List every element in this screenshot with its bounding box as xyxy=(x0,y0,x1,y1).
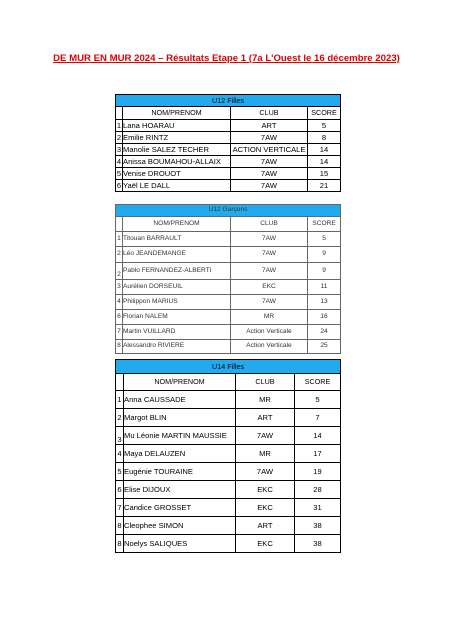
table-row xyxy=(116,295,341,310)
rank-cell: 3 xyxy=(116,280,123,295)
club-cell: EKC xyxy=(231,280,308,295)
name-cell: Elise DIJOUX xyxy=(124,481,236,499)
document-title: DE MUR EN MUR 2024 – Résultats Etape 1 (7a L'Ouest le 16 décembre 2023) xyxy=(53,53,400,64)
rank-cell: 2 xyxy=(116,247,123,263)
rank-cell: 2 xyxy=(116,409,124,427)
name-cell: Martin VUILLARD xyxy=(123,325,231,340)
rank-cell: 7 xyxy=(116,325,123,340)
club-cell: 7AW xyxy=(231,295,308,310)
rank-cell: 6 xyxy=(116,180,122,190)
rank-cell: 4 xyxy=(116,156,122,166)
table-row xyxy=(116,263,341,280)
score-cell: 15 xyxy=(308,168,341,180)
table-row xyxy=(116,120,341,132)
name-cell: Anissa BOUMAHOU-ALLAIX xyxy=(123,156,231,168)
score-cell: 28 xyxy=(295,481,341,499)
name-cell: Mu Léonie MARTIN MAUSSIE xyxy=(124,427,236,445)
name-cell: Maya DELAUZEN xyxy=(124,445,236,463)
rank-cell: 4 xyxy=(116,445,124,463)
club-cell: ART xyxy=(236,409,295,427)
club-cell: EKC xyxy=(236,535,295,553)
score-cell: 14 xyxy=(295,427,341,445)
table-row xyxy=(116,156,341,168)
club-cell: 7AW xyxy=(231,168,308,180)
name-cell: Cleophee SIMON xyxy=(124,517,236,535)
rank-cell: 3 xyxy=(116,144,122,154)
score-cell: 38 xyxy=(295,535,341,553)
rank-cell: 1 xyxy=(116,232,123,247)
table-row xyxy=(116,247,341,263)
score-cell: 5 xyxy=(295,391,341,409)
table-row xyxy=(116,280,341,295)
table-row xyxy=(116,340,341,354)
column-header-name: NOM/PRENOM xyxy=(123,217,231,232)
rank-cell: 1 xyxy=(116,391,124,409)
category-header: U12 Filles xyxy=(116,95,341,107)
column-header-row xyxy=(116,374,341,391)
results-table-u12-garcons xyxy=(115,204,341,354)
table-row xyxy=(116,409,341,427)
results-table-u14-filles xyxy=(115,359,341,553)
name-cell: Aurélien DORSEUIL xyxy=(123,280,231,295)
score-cell: 7 xyxy=(295,409,341,427)
results-table-u12-filles xyxy=(115,94,341,192)
rank-cell: 5 xyxy=(116,168,122,178)
category-header: U14 Filles xyxy=(116,360,341,374)
club-cell: MR xyxy=(236,445,295,463)
column-header-name: NOM/PRENOM xyxy=(124,374,236,391)
name-cell: Alessandro RIVIERE xyxy=(123,340,231,354)
rank-cell: 8 xyxy=(116,340,123,354)
club-cell: 7AW xyxy=(231,180,308,192)
club-cell: ACTION VERTICALE xyxy=(231,144,308,156)
column-header-score: SCORE xyxy=(308,217,341,232)
score-cell: 11 xyxy=(308,280,341,295)
table-row xyxy=(116,427,341,445)
score-cell: 21 xyxy=(308,180,341,192)
score-cell: 24 xyxy=(308,325,341,340)
score-cell: 17 xyxy=(295,445,341,463)
name-cell: Margot BLIN xyxy=(124,409,236,427)
club-cell: ART xyxy=(231,120,308,132)
club-cell: EKC xyxy=(236,481,295,499)
name-cell: Candice GROSSET xyxy=(124,499,236,517)
club-cell: ART xyxy=(236,517,295,535)
column-header-club: CLUB xyxy=(231,107,308,120)
table-row xyxy=(116,499,341,517)
column-header-row xyxy=(116,217,341,232)
score-cell: 31 xyxy=(295,499,341,517)
name-cell: Léo JEANDEMANGE xyxy=(123,247,231,263)
column-header-name: NOM/PRENOM xyxy=(123,107,231,120)
table-row xyxy=(116,325,341,340)
column-header-club: CLUB xyxy=(231,217,308,232)
name-cell: Florian NALEM xyxy=(123,310,231,325)
club-cell: MR xyxy=(236,391,295,409)
score-cell: 38 xyxy=(295,517,341,535)
name-cell: Titouan BARRAULT xyxy=(123,232,231,247)
club-cell: Action Verticale xyxy=(231,325,308,340)
name-cell: Noelys SALIQUES xyxy=(124,535,236,553)
column-header-row xyxy=(116,107,341,120)
score-cell: 9 xyxy=(308,247,341,263)
table-row xyxy=(116,445,341,463)
rank-cell: 4 xyxy=(116,295,123,310)
rank-cell: 2 xyxy=(116,132,122,142)
table-row xyxy=(116,180,341,192)
name-cell: Manolie SALEZ TECHER xyxy=(123,144,231,156)
score-cell: 14 xyxy=(308,144,341,156)
column-header-score: SCORE xyxy=(308,107,341,120)
table-row xyxy=(116,481,341,499)
club-cell: 7AW xyxy=(236,427,295,445)
name-cell: Anna CAUSSADE xyxy=(124,391,236,409)
table-row xyxy=(116,517,341,535)
rank-cell: 8 xyxy=(116,517,124,535)
rank-cell: 2 xyxy=(116,263,123,280)
rank-cell: 6 xyxy=(116,310,123,325)
club-cell: Action Verticale xyxy=(231,340,308,354)
club-cell: 7AW xyxy=(231,263,308,280)
name-cell: Yaël LE DALL xyxy=(123,180,231,192)
name-cell: Lana HOARAU xyxy=(123,120,231,132)
rank-cell: 7 xyxy=(116,499,124,517)
score-cell: 16 xyxy=(308,310,341,325)
score-cell: 25 xyxy=(308,340,341,354)
club-cell: 7AW xyxy=(231,132,308,144)
score-cell: 19 xyxy=(295,463,341,481)
score-cell: 8 xyxy=(308,132,341,144)
table-row xyxy=(116,535,341,553)
column-header-club: CLUB xyxy=(236,374,295,391)
score-cell: 5 xyxy=(308,120,341,132)
table-row xyxy=(116,232,341,247)
rank-cell: 8 xyxy=(116,535,124,553)
category-header: U12 Garçons xyxy=(116,205,341,217)
name-cell: Philippon MARIUS xyxy=(123,295,231,310)
club-cell: EKC xyxy=(236,499,295,517)
rank-cell: 5 xyxy=(116,463,124,481)
rank-cell: 1 xyxy=(116,120,122,130)
table-row xyxy=(116,132,341,144)
table-row xyxy=(116,310,341,325)
name-cell: Venise DROUOT xyxy=(123,168,231,180)
score-cell: 9 xyxy=(308,263,341,280)
club-cell: 7AW xyxy=(231,232,308,247)
score-cell: 14 xyxy=(308,156,341,168)
club-cell: 7AW xyxy=(231,156,308,168)
name-cell: Pablo FERNANDEZ-ALBERTI xyxy=(123,263,231,280)
club-cell: MR xyxy=(231,310,308,325)
club-cell: 7AW xyxy=(231,247,308,263)
table-row xyxy=(116,144,341,156)
column-header-score: SCORE xyxy=(295,374,341,391)
club-cell: 7AW xyxy=(236,463,295,481)
score-cell: 13 xyxy=(308,295,341,310)
table-row xyxy=(116,168,341,180)
rank-cell: 6 xyxy=(116,481,124,499)
table-row xyxy=(116,391,341,409)
name-cell: Emilie RINTZ xyxy=(123,132,231,144)
score-cell: 5 xyxy=(308,232,341,247)
table-row xyxy=(116,463,341,481)
rank-cell: 3 xyxy=(116,427,124,445)
name-cell: Eugénie TOURAINE xyxy=(124,463,236,481)
